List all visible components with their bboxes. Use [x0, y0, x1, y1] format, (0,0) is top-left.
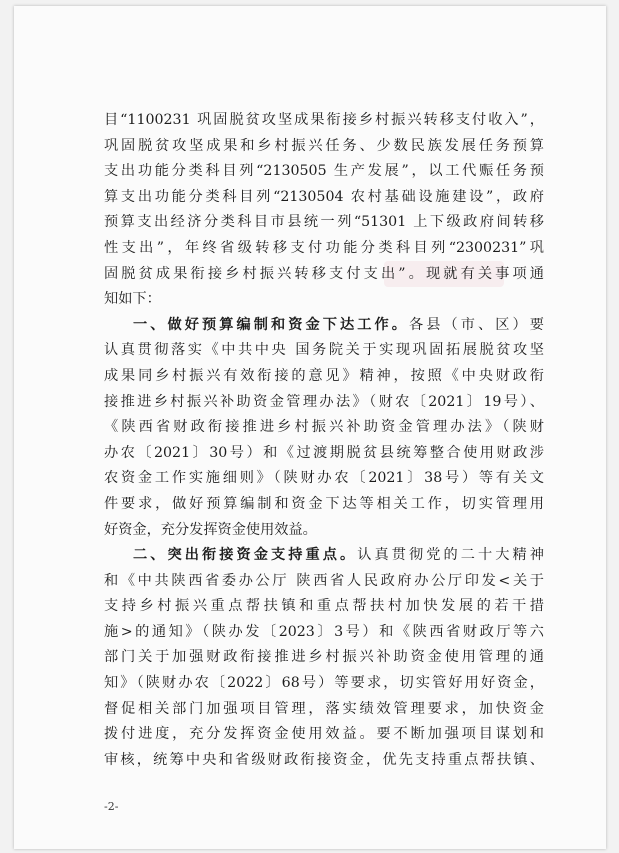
text-line: 算支出功能分类科目列“2130504 农村基础设施建设”，政府	[104, 188, 544, 205]
text-line: 督促相关部门加强项目管理，落实绩效管理要求，加快资金	[104, 700, 544, 717]
text-line: 农资金工作实施细则》（陕财办农〔2021〕38号）等有关文	[104, 470, 544, 487]
section-1	[104, 313, 544, 543]
text-line: 部门关于加强财政衔接推进乡村振兴补助资金使用管理的通	[104, 649, 544, 666]
text-line: 成果同乡村振兴有效衔接的意见》精神，按照《中央财政衔	[104, 367, 544, 384]
text-line: 好资金，充分发挥资金使用效益。	[104, 521, 317, 538]
text-line: 预算支出经济分类科目市县统一列“51301 上下级政府间转移	[104, 214, 544, 231]
section-2-first-line-text: 认真贯彻党的二十大精神	[357, 547, 544, 564]
document-body	[104, 108, 544, 773]
text-line: 施>的通知》（陕办发〔2023〕3号）和《陕西省财政厅等六	[104, 623, 544, 640]
section-1-heading: 一、做好预算编制和资金下达工作。	[133, 316, 410, 333]
text-line: 性支出”，年终省级转移支付功能分类科目列“2300231”巩	[104, 239, 544, 256]
text-line: 审核，统筹中央和省级财政衔接资金，优先支持重点帮扶镇、	[104, 751, 544, 768]
text-line: 办农〔2021〕30号）和《过渡期脱贫县统筹整合使用财政涉	[104, 444, 544, 461]
text-line: 拨付进度，充分发挥资金使用效益。要不断加强项目谋划和	[104, 726, 544, 743]
section-1-first-line	[104, 313, 544, 339]
page-number: -2-	[104, 800, 119, 813]
text-line: 认真贯彻落实《中共中央 国务院关于实现巩固拓展脱贫攻坚	[104, 342, 544, 359]
section-2-heading: 二、突出衔接资金支持重点。	[133, 547, 358, 564]
text-line: 《陕西省财政衔接推进乡村振兴补助资金管理办法》（陕财	[104, 419, 544, 436]
text-line: 和《中共陕西省委办公厅 陕西省人民政府办公厅印发<关于	[104, 572, 544, 589]
section-2	[104, 543, 544, 773]
text-line: 接推进乡村振兴补助资金管理办法》（财农〔2021〕19号）、	[104, 393, 544, 410]
text-line: 支出功能分类科目列“2130505 生产发展”，以工代赈任务预	[104, 163, 544, 180]
document-page	[14, 6, 606, 849]
text-line: 知如下：	[104, 291, 161, 308]
text-line: 固脱贫成果衔接乡村振兴转移支付支出”。现就有关事项通	[104, 265, 544, 282]
text-line: 巩固脱贫攻坚成果和乡村振兴任务、少数民族发展任务预算	[104, 137, 544, 154]
section-2-first-line	[104, 543, 544, 569]
text-line: 知》（陕财办农〔2022〕68号）等要求，切实管好用好资金，	[104, 675, 544, 692]
text-line: 目“1100231 巩固脱贫攻坚成果衔接乡村振兴转移支付收入”，	[104, 112, 544, 128]
paragraph-intro	[104, 108, 544, 313]
section-1-first-line-text: 各县（市、区）要	[409, 316, 544, 333]
text-line: 件要求，做好预算编制和资金下达等相关工作，切实管理用	[104, 495, 544, 512]
text-line: 支持乡村振兴重点帮扶镇和重点帮扶村加快发展的若干措	[104, 598, 544, 615]
